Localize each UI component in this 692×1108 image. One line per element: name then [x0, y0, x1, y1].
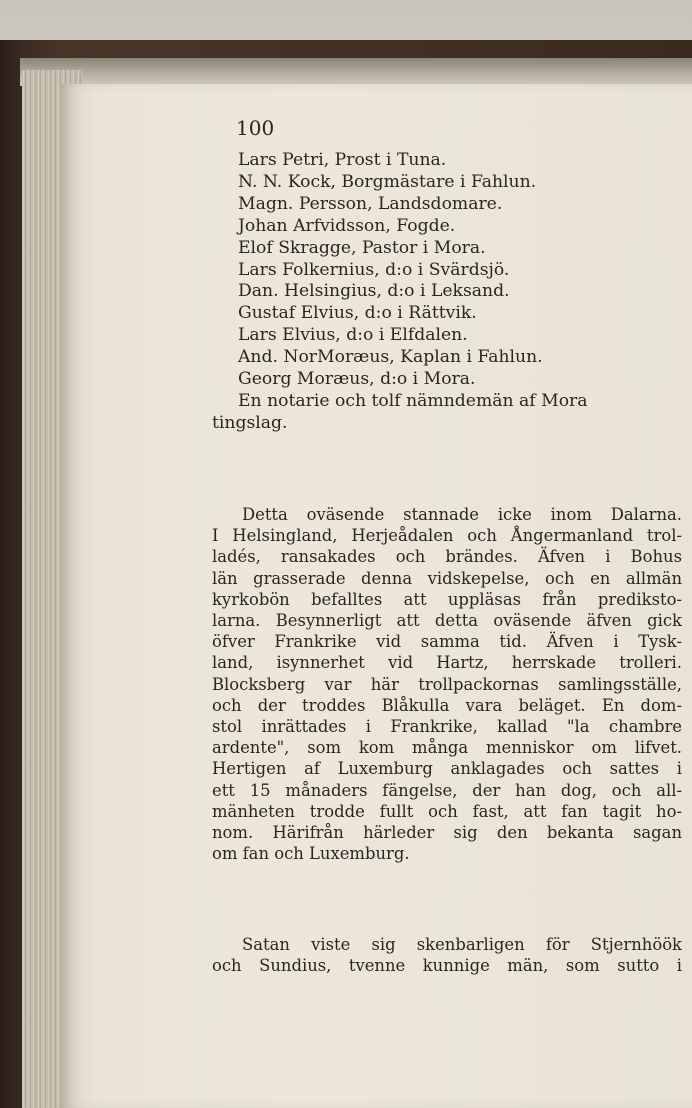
text-line: nom. Härifrån härleder sig den bekanta sagan [212, 823, 682, 843]
text-line: om fan och Luxemburg. [212, 844, 410, 864]
list-item: Lars Folkernius, d:o i Svärdsjö. [238, 259, 510, 280]
text-line: ett 15 månaders fängelse, der han dog, och all- [212, 780, 682, 800]
paragraph-2 [212, 934, 682, 976]
text-line: stol inrättades i Frankrike, kallad "la chambre [212, 717, 682, 737]
list-item: Dan. Helsingius, d:o i Leksand. [238, 281, 510, 302]
text-line: ladés, ransakades och brändes. Äfven i Bohus [212, 547, 682, 567]
text-line: öfver Frankrike vid samma tid. Äfven i Tysk- [212, 632, 682, 652]
list-item: Gustaf Elvius, d:o i Rättvik. [238, 303, 477, 324]
list-item: En notarie och tolf nämndemän af Mora [238, 390, 588, 411]
list-item: Elof Skragge, Pastor i Mora. [238, 237, 486, 258]
list-item: Johan Arfvidsson, Fogde. [238, 215, 456, 236]
list-item: Lars Elvius, d:o i Elfdalen. [238, 325, 468, 346]
text-line: land, isynnerhet vid Hartz, herrskade trolleri. [212, 653, 682, 673]
text-line: Detta oväsende stannade icke inom Dalarna. [242, 505, 682, 524]
text-line: och der troddes Blåkulla vara beläget. En dom- [212, 695, 682, 715]
text-line: larna. Besynnerligt att detta oväsende äfven gick [212, 611, 682, 631]
text-line: län grasserade denna vidskepelse, och en allmän [212, 568, 682, 588]
book-top-edge [20, 58, 692, 86]
text-line: och Sundius, tvenne kunnige män, som sutto i [212, 956, 682, 976]
text-line: Satan viste sig skenbarligen för Stjernhöök [242, 935, 682, 954]
list-item: And. NorMoræus, Kaplan i Fahlun. [238, 347, 543, 368]
officials-list [212, 150, 692, 435]
text-line: Hertigen af Luxemburg anklagades och sattes i [212, 759, 682, 779]
list-item-continuation: tingslag. [212, 412, 288, 433]
text-line: Blocksberg var här trollpackornas samlingsställe, [212, 674, 682, 694]
text-line: mänheten trodde fullt och fast, att fan tagit ho- [212, 801, 682, 821]
text-line: I Helsingland, Herjeådalen och Ångermanland trol- [212, 526, 682, 546]
list-item: N. N. Kock, Borgmästare i Fahlun. [238, 171, 537, 192]
list-item: Georg Moræus, d:o i Mora. [238, 369, 476, 390]
text-line: ardente", som kom många menniskor om lifvet. [212, 738, 682, 758]
page-number: 100 [236, 116, 275, 140]
list-item: Magn. Persson, Landsdomare. [238, 193, 503, 214]
text-line: kyrkobön befalltes att uppläsas från prediksto- [212, 589, 682, 609]
list-item: Lars Petri, Prost i Tuna. [238, 150, 447, 170]
paragraph-1 [212, 504, 682, 864]
